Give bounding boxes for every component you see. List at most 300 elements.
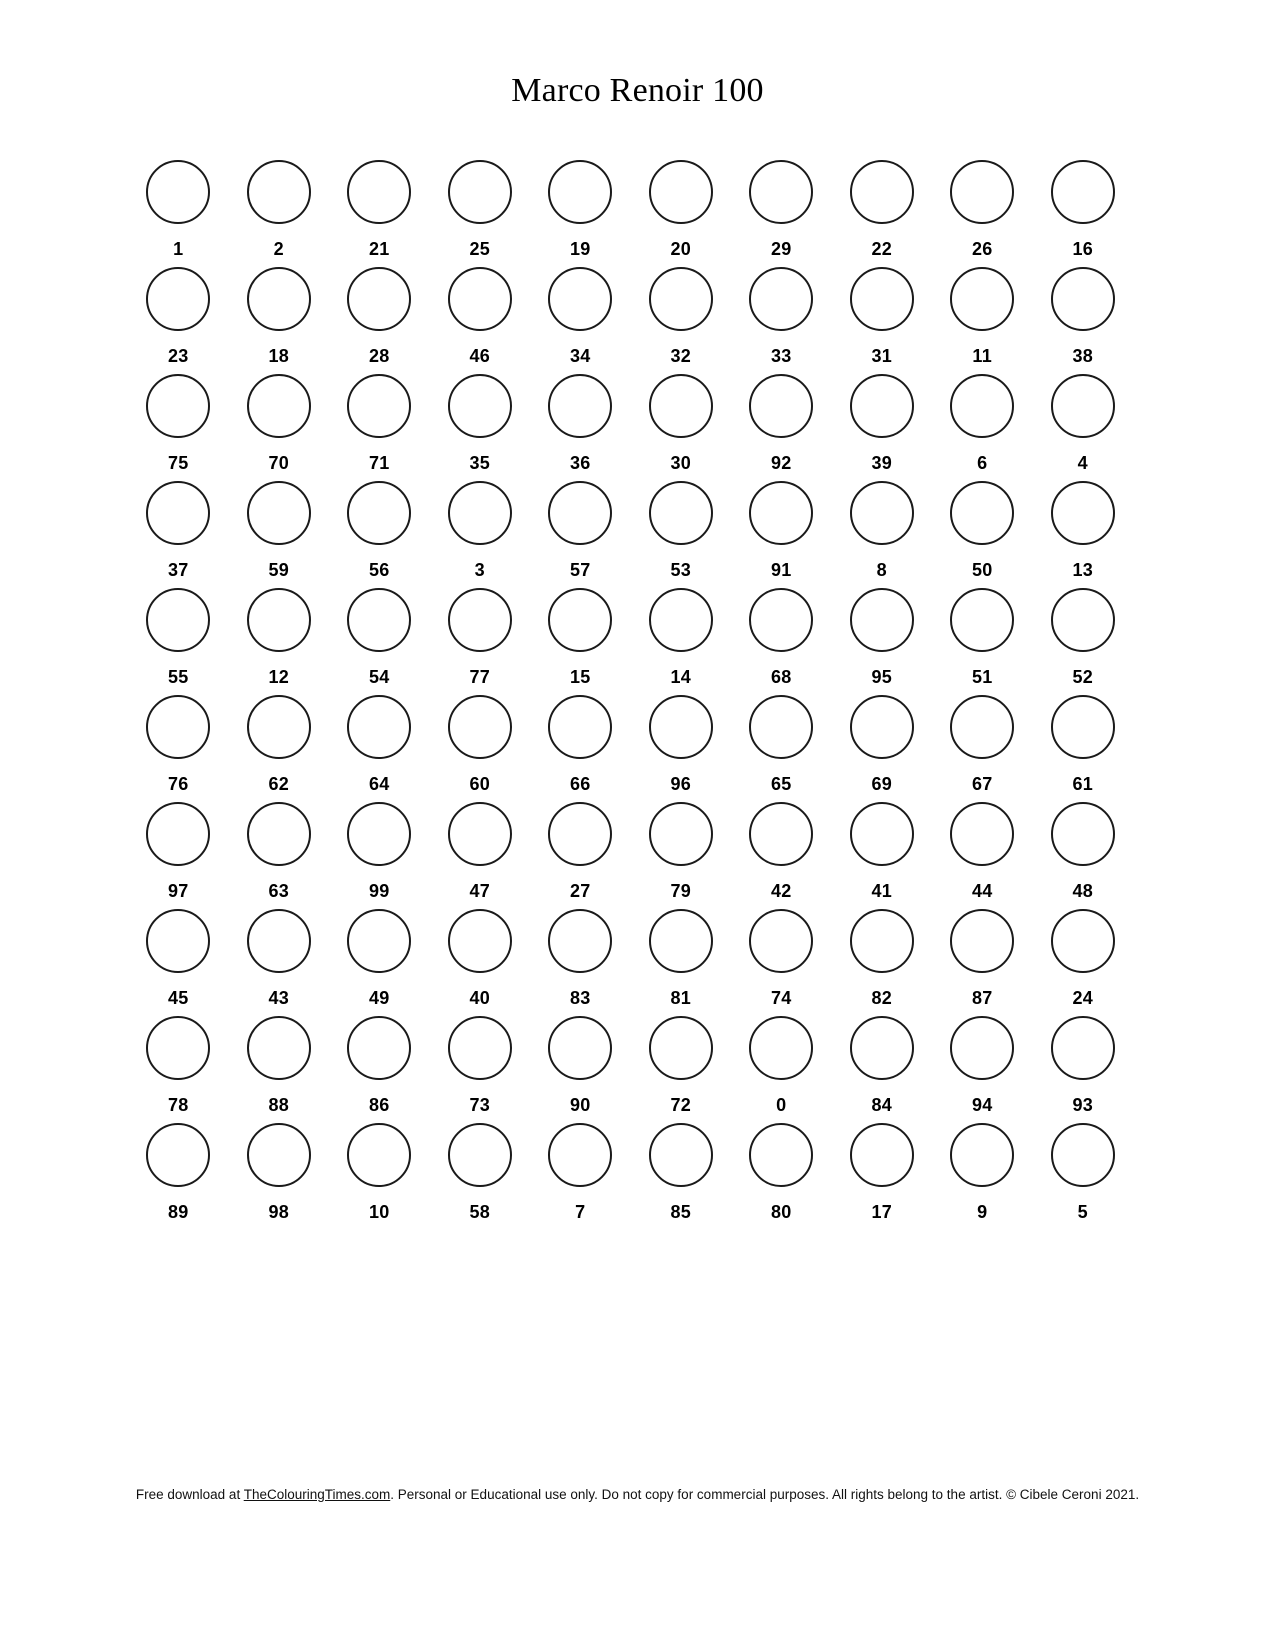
color-swatch-circle[interactable] xyxy=(749,802,813,866)
color-swatch-circle[interactable] xyxy=(548,695,612,759)
swatch-number-label: 44 xyxy=(971,881,993,901)
swatch-number-label: 22 xyxy=(871,239,893,259)
swatch-number-label: 59 xyxy=(268,560,290,580)
color-swatch-circle[interactable] xyxy=(247,1016,311,1080)
swatch-number-label: 52 xyxy=(1072,667,1094,687)
swatch-cell xyxy=(1033,481,1134,588)
swatch-number-label: 62 xyxy=(268,774,290,794)
color-swatch-circle[interactable] xyxy=(950,481,1014,545)
color-swatch-circle[interactable] xyxy=(247,267,311,331)
swatch-cell xyxy=(832,695,933,802)
color-swatch-circle[interactable] xyxy=(649,267,713,331)
color-swatch-circle[interactable] xyxy=(950,1016,1014,1080)
color-swatch-circle[interactable] xyxy=(1051,1123,1115,1187)
swatch-cell xyxy=(932,1123,1033,1230)
swatch-cell xyxy=(229,802,330,909)
color-swatch-circle[interactable] xyxy=(146,160,210,224)
swatch-number-label: 34 xyxy=(569,346,591,366)
swatch-number-label: 28 xyxy=(368,346,390,366)
color-swatch-circle[interactable] xyxy=(1051,1016,1115,1080)
color-swatch-circle[interactable] xyxy=(146,481,210,545)
color-swatch-circle[interactable] xyxy=(247,1123,311,1187)
swatch-number-label: 16 xyxy=(1072,239,1094,259)
swatch-cell xyxy=(832,588,933,695)
color-swatch-circle[interactable] xyxy=(146,374,210,438)
swatch-number-label: 72 xyxy=(670,1095,692,1115)
color-swatch-circle[interactable] xyxy=(950,909,1014,973)
color-swatch-circle[interactable] xyxy=(649,160,713,224)
swatch-cell xyxy=(329,802,430,909)
swatch-number-label: 64 xyxy=(368,774,390,794)
swatch-number-label: 93 xyxy=(1072,1095,1094,1115)
swatch-cell xyxy=(128,160,229,267)
swatch-cell xyxy=(932,481,1033,588)
swatch-cell xyxy=(631,160,732,267)
swatch-cell xyxy=(530,695,631,802)
swatch-cell xyxy=(128,267,229,374)
swatch-cell xyxy=(1033,1016,1134,1123)
swatch-cell xyxy=(631,1016,732,1123)
swatch-cell xyxy=(329,909,430,1016)
color-swatch-circle[interactable] xyxy=(649,1016,713,1080)
color-swatch-circle[interactable] xyxy=(950,1123,1014,1187)
swatch-cell xyxy=(329,1123,430,1230)
swatch-cell xyxy=(1033,374,1134,481)
swatch-cell xyxy=(1033,695,1134,802)
swatch-cell xyxy=(1033,267,1134,374)
color-swatch-circle[interactable] xyxy=(1051,374,1115,438)
color-swatch-circle[interactable] xyxy=(347,481,411,545)
swatch-cell xyxy=(430,374,531,481)
swatch-number-label: 17 xyxy=(871,1202,893,1222)
color-swatch-circle[interactable] xyxy=(548,909,612,973)
swatch-number-label: 32 xyxy=(670,346,692,366)
swatch-cell xyxy=(1033,802,1134,909)
swatch-cell xyxy=(329,695,430,802)
swatch-number-label: 98 xyxy=(268,1202,290,1222)
swatch-cell xyxy=(932,160,1033,267)
color-swatch-circle[interactable] xyxy=(347,267,411,331)
color-swatch-circle[interactable] xyxy=(749,1016,813,1080)
swatch-number-label: 70 xyxy=(268,453,290,473)
swatch-number-label: 95 xyxy=(871,667,893,687)
color-swatch-circle[interactable] xyxy=(146,267,210,331)
swatch-cell xyxy=(731,1016,832,1123)
swatch-number-label: 53 xyxy=(670,560,692,580)
color-swatch-circle[interactable] xyxy=(950,802,1014,866)
color-swatch-circle[interactable] xyxy=(146,802,210,866)
swatch-cell xyxy=(229,1123,330,1230)
swatch-cell xyxy=(329,267,430,374)
swatch-cell xyxy=(430,481,531,588)
swatch-number-label: 38 xyxy=(1072,346,1094,366)
swatch-cell xyxy=(731,267,832,374)
swatch-cell xyxy=(832,267,933,374)
swatch-cell xyxy=(932,374,1033,481)
color-swatch-circle[interactable] xyxy=(146,1123,210,1187)
swatch-number-label: 18 xyxy=(268,346,290,366)
color-swatch-circle[interactable] xyxy=(448,1123,512,1187)
swatch-number-label: 79 xyxy=(670,881,692,901)
color-swatch-circle[interactable] xyxy=(548,267,612,331)
color-swatch-circle[interactable] xyxy=(950,160,1014,224)
footer-prefix: Free download at xyxy=(135,1487,244,1502)
swatch-cell xyxy=(631,695,732,802)
color-swatch-circle[interactable] xyxy=(749,374,813,438)
color-swatch-circle[interactable] xyxy=(950,267,1014,331)
swatch-cell xyxy=(530,267,631,374)
swatch-cell xyxy=(530,588,631,695)
swatch-cell xyxy=(329,374,430,481)
color-swatch-circle[interactable] xyxy=(247,481,311,545)
swatch-cell xyxy=(430,695,531,802)
color-swatch-circle[interactable] xyxy=(850,588,914,652)
swatch-cell xyxy=(731,374,832,481)
swatch-cell xyxy=(530,481,631,588)
color-swatch-circle[interactable] xyxy=(448,160,512,224)
swatch-number-label: 3 xyxy=(474,560,485,580)
swatch-cell xyxy=(1033,160,1134,267)
color-swatch-circle[interactable] xyxy=(548,1016,612,1080)
color-swatch-circle[interactable] xyxy=(347,1016,411,1080)
swatch-cell xyxy=(430,1123,531,1230)
color-swatch-circle[interactable] xyxy=(347,588,411,652)
swatch-number-label: 41 xyxy=(871,881,893,901)
swatch-number-label: 90 xyxy=(569,1095,591,1115)
swatch-number-label: 19 xyxy=(569,239,591,259)
swatch-number-label: 37 xyxy=(167,560,189,580)
color-swatch-circle[interactable] xyxy=(146,695,210,759)
swatch-cell xyxy=(631,1123,732,1230)
swatch-grid xyxy=(128,160,1133,1230)
swatch-number-label: 76 xyxy=(167,774,189,794)
color-swatch-circle[interactable] xyxy=(247,160,311,224)
swatch-number-label: 67 xyxy=(971,774,993,794)
swatch-cell xyxy=(530,1016,631,1123)
swatch-cell xyxy=(329,481,430,588)
color-swatch-circle[interactable] xyxy=(850,1016,914,1080)
swatch-number-label: 80 xyxy=(770,1202,792,1222)
swatch-cell xyxy=(731,481,832,588)
swatch-number-label: 66 xyxy=(569,774,591,794)
swatch-number-label: 60 xyxy=(469,774,491,794)
swatch-number-label: 31 xyxy=(871,346,893,366)
swatch-cell xyxy=(128,909,229,1016)
swatch-number-label: 88 xyxy=(268,1095,290,1115)
swatch-number-label: 9 xyxy=(977,1202,988,1222)
swatch-number-label: 58 xyxy=(469,1202,491,1222)
color-swatch-circle[interactable] xyxy=(347,695,411,759)
swatch-cell xyxy=(731,1123,832,1230)
color-swatch-circle[interactable] xyxy=(247,909,311,973)
swatch-number-label: 87 xyxy=(971,988,993,1008)
swatch-cell xyxy=(832,374,933,481)
swatch-cell xyxy=(430,909,531,1016)
color-swatch-circle[interactable] xyxy=(850,695,914,759)
swatch-cell xyxy=(1033,1123,1134,1230)
swatch-number-label: 35 xyxy=(469,453,491,473)
color-swatch-circle[interactable] xyxy=(548,160,612,224)
swatch-cell xyxy=(631,374,732,481)
footer-site-link[interactable]: TheColouringTimes.com xyxy=(243,1487,391,1502)
swatch-cell xyxy=(128,374,229,481)
color-swatch-circle[interactable] xyxy=(1051,481,1115,545)
swatch-cell xyxy=(329,1016,430,1123)
swatch-number-label: 63 xyxy=(268,881,290,901)
color-swatch-circle[interactable] xyxy=(448,1016,512,1080)
color-swatch-circle[interactable] xyxy=(850,802,914,866)
swatch-cell xyxy=(229,588,330,695)
swatch-number-label: 5 xyxy=(1077,1202,1088,1222)
swatch-cell xyxy=(932,588,1033,695)
swatch-cell xyxy=(128,588,229,695)
color-swatch-circle[interactable] xyxy=(749,909,813,973)
color-swatch-circle[interactable] xyxy=(448,802,512,866)
swatch-number-label: 89 xyxy=(167,1202,189,1222)
color-swatch-circle[interactable] xyxy=(1051,588,1115,652)
swatch-number-label: 65 xyxy=(770,774,792,794)
swatch-number-label: 68 xyxy=(770,667,792,687)
swatch-number-label: 45 xyxy=(167,988,189,1008)
swatch-number-label: 48 xyxy=(1072,881,1094,901)
color-swatch-circle[interactable] xyxy=(347,909,411,973)
swatch-cell xyxy=(229,267,330,374)
swatch-number-label: 55 xyxy=(167,667,189,687)
swatch-number-label: 14 xyxy=(670,667,692,687)
swatch-cell xyxy=(229,481,330,588)
swatch-cell xyxy=(932,909,1033,1016)
swatch-cell xyxy=(430,802,531,909)
swatch-cell xyxy=(832,802,933,909)
swatch-number-label: 0 xyxy=(776,1095,787,1115)
color-swatch-circle[interactable] xyxy=(649,695,713,759)
swatch-number-label: 61 xyxy=(1072,774,1094,794)
swatch-cell xyxy=(430,267,531,374)
color-swatch-circle[interactable] xyxy=(850,267,914,331)
swatch-cell xyxy=(229,1016,330,1123)
color-swatch-circle[interactable] xyxy=(146,909,210,973)
swatch-cell xyxy=(932,695,1033,802)
color-swatch-circle[interactable] xyxy=(850,160,914,224)
swatch-number-label: 75 xyxy=(167,453,189,473)
swatch-number-label: 94 xyxy=(971,1095,993,1115)
swatch-number-label: 26 xyxy=(971,239,993,259)
swatch-number-label: 24 xyxy=(1072,988,1094,1008)
color-swatch-circle[interactable] xyxy=(247,588,311,652)
swatch-number-label: 40 xyxy=(469,988,491,1008)
swatch-number-label: 20 xyxy=(670,239,692,259)
swatch-number-label: 57 xyxy=(569,560,591,580)
swatch-number-label: 56 xyxy=(368,560,390,580)
color-swatch-circle[interactable] xyxy=(347,160,411,224)
color-swatch-circle[interactable] xyxy=(247,802,311,866)
swatch-number-label: 97 xyxy=(167,881,189,901)
swatch-number-label: 23 xyxy=(167,346,189,366)
page-title: Marco Renoir 100 xyxy=(511,72,764,109)
swatch-cell xyxy=(329,588,430,695)
color-swatch-circle[interactable] xyxy=(649,374,713,438)
swatch-cell xyxy=(430,588,531,695)
swatch-cell xyxy=(631,481,732,588)
swatch-number-label: 86 xyxy=(368,1095,390,1115)
swatch-number-label: 69 xyxy=(871,774,893,794)
swatch-number-label: 84 xyxy=(871,1095,893,1115)
swatch-cell xyxy=(631,588,732,695)
swatch-cell xyxy=(731,909,832,1016)
swatch-cell xyxy=(1033,909,1134,1016)
swatch-number-label: 43 xyxy=(268,988,290,1008)
swatch-number-label: 39 xyxy=(871,453,893,473)
color-swatch-circle[interactable] xyxy=(950,374,1014,438)
swatch-cell xyxy=(731,695,832,802)
color-swatch-circle[interactable] xyxy=(649,588,713,652)
swatch-number-label: 47 xyxy=(469,881,491,901)
swatch-number-label: 92 xyxy=(770,453,792,473)
color-swatch-circle[interactable] xyxy=(749,588,813,652)
swatch-cell xyxy=(731,160,832,267)
swatch-cell xyxy=(430,160,531,267)
color-swatch-circle[interactable] xyxy=(1051,909,1115,973)
swatch-number-label: 8 xyxy=(876,560,887,580)
color-swatch-circle[interactable] xyxy=(448,909,512,973)
swatch-number-label: 49 xyxy=(368,988,390,1008)
color-swatch-circle[interactable] xyxy=(347,802,411,866)
swatch-cell xyxy=(932,1016,1033,1123)
color-swatch-circle[interactable] xyxy=(850,481,914,545)
footer-suffix: . Personal or Educational use only. Do not copy for commercial purposes. All rights belong to the artist. © Cibele Ceroni 2021. xyxy=(390,1487,1140,1502)
color-swatch-circle[interactable] xyxy=(1051,802,1115,866)
swatch-number-label: 99 xyxy=(368,881,390,901)
swatch-number-label: 7 xyxy=(575,1202,586,1222)
swatch-cell xyxy=(229,909,330,1016)
color-swatch-circle[interactable] xyxy=(649,909,713,973)
color-swatch-circle[interactable] xyxy=(1051,695,1115,759)
color-swatch-circle[interactable] xyxy=(850,909,914,973)
swatch-number-label: 81 xyxy=(670,988,692,1008)
swatch-number-label: 10 xyxy=(368,1202,390,1222)
color-swatch-circle[interactable] xyxy=(448,267,512,331)
color-swatch-circle[interactable] xyxy=(146,1016,210,1080)
swatch-number-label: 29 xyxy=(770,239,792,259)
color-swatch-circle[interactable] xyxy=(1051,160,1115,224)
swatch-number-label: 6 xyxy=(977,453,988,473)
color-swatch-circle[interactable] xyxy=(548,588,612,652)
color-swatch-circle[interactable] xyxy=(448,588,512,652)
color-swatch-circle[interactable] xyxy=(950,588,1014,652)
swatch-number-label: 51 xyxy=(971,667,993,687)
swatch-number-label: 96 xyxy=(670,774,692,794)
color-swatch-circle[interactable] xyxy=(347,1123,411,1187)
swatch-number-label: 78 xyxy=(167,1095,189,1115)
swatch-cell xyxy=(229,160,330,267)
swatch-cell xyxy=(932,267,1033,374)
swatch-number-label: 74 xyxy=(770,988,792,1008)
color-swatch-circle[interactable] xyxy=(347,374,411,438)
color-swatch-circle[interactable] xyxy=(649,1123,713,1187)
swatch-cell xyxy=(128,1016,229,1123)
swatch-cell xyxy=(631,802,732,909)
swatch-cell xyxy=(832,481,933,588)
swatch-number-label: 46 xyxy=(469,346,491,366)
swatch-cell xyxy=(631,909,732,1016)
swatch-number-label: 13 xyxy=(1072,560,1094,580)
color-swatch-circle[interactable] xyxy=(548,481,612,545)
color-swatch-circle[interactable] xyxy=(850,374,914,438)
color-swatch-circle[interactable] xyxy=(950,695,1014,759)
swatch-cell xyxy=(832,1016,933,1123)
swatch-cell xyxy=(832,909,933,1016)
swatch-cell xyxy=(430,1016,531,1123)
swatch-cell xyxy=(229,374,330,481)
swatch-number-label: 30 xyxy=(670,453,692,473)
swatch-number-label: 82 xyxy=(871,988,893,1008)
swatch-cell xyxy=(731,588,832,695)
swatch-number-label: 27 xyxy=(569,881,591,901)
color-swatch-circle[interactable] xyxy=(247,695,311,759)
color-swatch-circle[interactable] xyxy=(649,802,713,866)
swatch-cell xyxy=(530,160,631,267)
swatch-number-label: 25 xyxy=(469,239,491,259)
color-swatch-circle[interactable] xyxy=(649,481,713,545)
swatch-cell xyxy=(530,802,631,909)
swatch-number-label: 21 xyxy=(368,239,390,259)
swatch-number-label: 73 xyxy=(469,1095,491,1115)
swatch-number-label: 50 xyxy=(971,560,993,580)
swatch-cell xyxy=(128,481,229,588)
color-swatch-circle[interactable] xyxy=(548,1123,612,1187)
color-swatch-circle[interactable] xyxy=(448,695,512,759)
color-swatch-circle[interactable] xyxy=(749,1123,813,1187)
color-swatch-circle[interactable] xyxy=(448,374,512,438)
swatch-number-label: 71 xyxy=(368,453,390,473)
swatch-cell xyxy=(832,1123,933,1230)
color-swatch-circle[interactable] xyxy=(749,160,813,224)
swatch-number-label: 12 xyxy=(268,667,290,687)
color-swatch-circle[interactable] xyxy=(850,1123,914,1187)
swatch-number-label: 42 xyxy=(770,881,792,901)
color-swatch-circle[interactable] xyxy=(1051,267,1115,331)
swatch-number-label: 1 xyxy=(173,239,184,259)
color-swatch-circle[interactable] xyxy=(448,481,512,545)
swatch-cell xyxy=(932,802,1033,909)
color-swatch-circle[interactable] xyxy=(749,267,813,331)
swatch-cell xyxy=(530,1123,631,1230)
swatch-number-label: 54 xyxy=(368,667,390,687)
swatch-cell xyxy=(128,1123,229,1230)
swatch-number-label: 83 xyxy=(569,988,591,1008)
swatch-cell xyxy=(731,802,832,909)
color-swatch-circle[interactable] xyxy=(146,588,210,652)
swatch-number-label: 91 xyxy=(770,560,792,580)
swatch-cell xyxy=(229,695,330,802)
swatch-cell xyxy=(832,160,933,267)
color-swatch-circle[interactable] xyxy=(749,695,813,759)
footer-credit xyxy=(0,1487,1275,1502)
color-swatch-circle[interactable] xyxy=(548,802,612,866)
swatch-cell xyxy=(329,160,430,267)
color-swatch-circle[interactable] xyxy=(247,374,311,438)
swatch-cell xyxy=(128,802,229,909)
swatch-number-label: 4 xyxy=(1077,453,1088,473)
swatch-number-label: 15 xyxy=(569,667,591,687)
swatch-number-label: 36 xyxy=(569,453,591,473)
color-swatch-circle[interactable] xyxy=(548,374,612,438)
swatch-cell xyxy=(631,267,732,374)
swatch-number-label: 77 xyxy=(469,667,491,687)
swatch-number-label: 11 xyxy=(972,346,993,366)
color-swatch-circle[interactable] xyxy=(749,481,813,545)
swatch-cell xyxy=(530,909,631,1016)
